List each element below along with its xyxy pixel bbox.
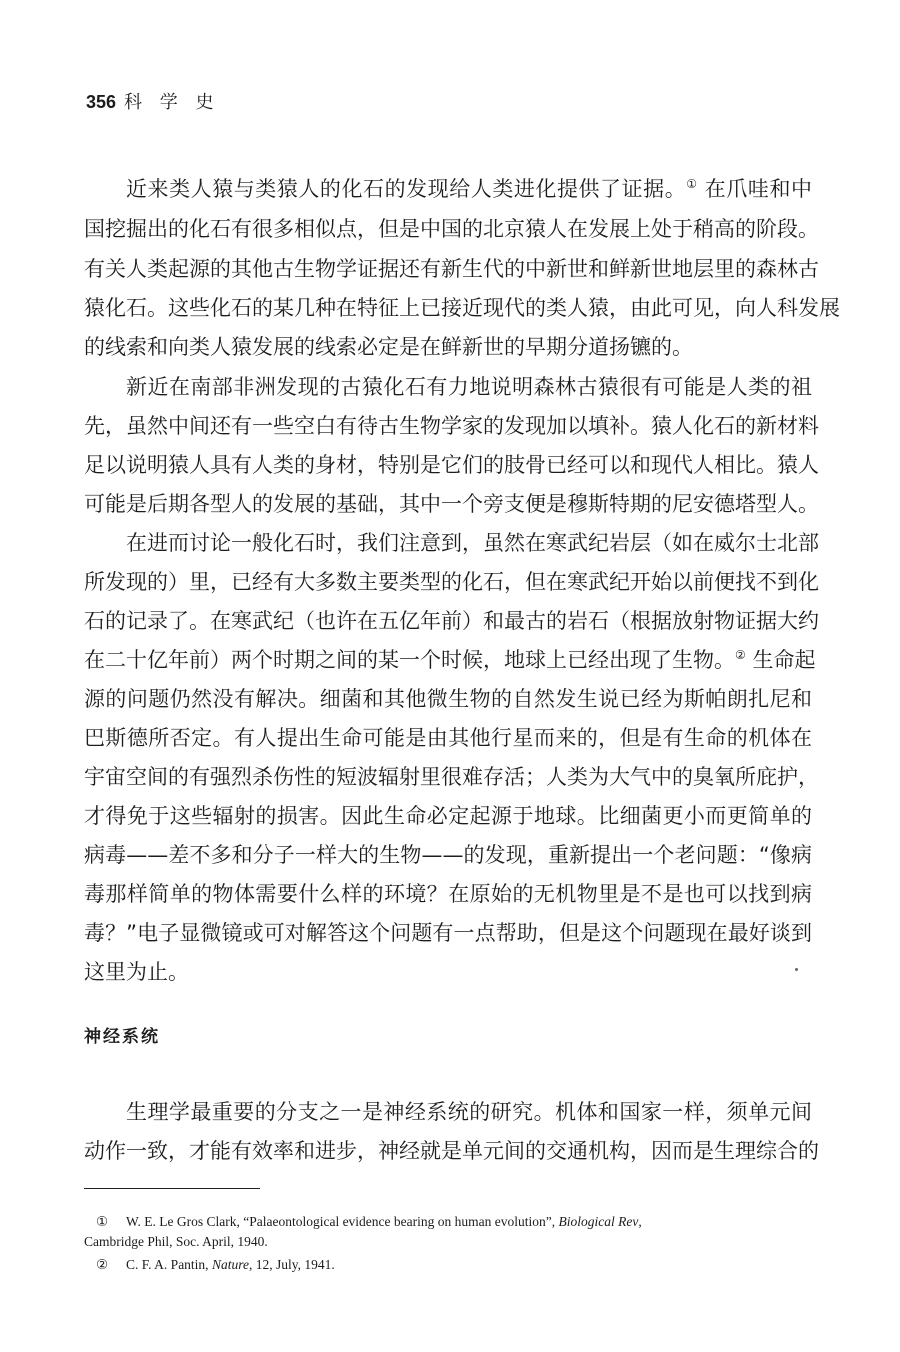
page-number: 356	[86, 92, 117, 112]
paragraph-1-line-4: 猿化石。这些化石的某几种在特征上已接近现代的类人猿，由此可见，向人科发展	[84, 296, 840, 320]
paragraph-2-line-4: 可能是后期各型人的发展的基础，其中一个旁支便是穆斯特期的尼安德塔型人。	[84, 492, 819, 516]
paragraph-3-line-5: 源的问题仍然没有解决。细菌和其他微生物的自然发生说已经为斯帕朗扎尼和	[84, 687, 812, 711]
paragraph-1-line-1: 近来类人猿与类猿人的化石的发现给人类进化提供了证据。① 在爪哇和中	[126, 177, 812, 201]
paragraph-1-line-3: 有关人类起源的其他古生物学证据还有新生代的中新世和鲜新世地层里的森林古	[84, 257, 819, 281]
paragraph-3-line-10: 毒那样简单的物体需要什么样的环境？在原始的无机物里是不是也可以找到病	[84, 882, 812, 906]
journal-title: Biological Rev	[558, 1214, 639, 1229]
running-header	[86, 88, 220, 114]
paragraph-3-line-11: 毒？”电子显微镜或可对解答这个问题有一点帮助，但是这个问题现在最好谈到	[84, 921, 812, 945]
footnote-1: ① W. E. Le Gros Clark, “Palaeontological evidence bearing on human evolution”, Biological Rev, Cambridge Phil, Soc. April, 1940.	[84, 1212, 814, 1252]
paragraph-2-line-1: 新近在南部非洲发现的古猿化石有力地说明森林古猿很有可能是人类的祖	[126, 375, 812, 399]
footnote-ref-1[interactable]: ①	[686, 177, 698, 191]
paragraph-2-line-2: 先，虽然中间还有一些空白有待古生物学家的发现加以填补。猿人化石的新材料	[84, 414, 819, 438]
paragraph-3-line-8: 才得免于这些辐射的损害。因此生命必定起源于地球。比细菌更小而更简单的	[84, 804, 812, 828]
paragraph-1-line-2: 国挖掘出的化石有很多相似点，但是中国的北京猿人在发展上处于稍高的阶段。	[84, 217, 819, 241]
footnote-1-continuation: Cambridge Phil, Soc. April, 1940.	[84, 1234, 268, 1249]
section-paragraph-line-2: 动作一致，才能有效率和进步，神经就是单元间的交通机构，因而是生理综合的	[84, 1139, 819, 1163]
paragraph-1-line-5: 的线索和向类人猿发展的线索必定是在鲜新世的早期分道扬镳的。	[84, 335, 693, 359]
paragraph-3-line-12: 这里为止。	[84, 960, 189, 984]
print-speck	[795, 968, 798, 971]
footnote-ref-2[interactable]: ②	[735, 648, 746, 662]
journal-title: Nature	[211, 1257, 249, 1272]
section-paragraph-line-1: 生理学最重要的分支之一是神经系统的研究。机体和国家一样，须单元间	[126, 1100, 812, 1124]
paragraph-3-line-7: 宇宙空间的有强烈杀伤性的短波辐射里很难存活；人类为大气中的臭氧所庇护，	[84, 765, 819, 789]
section-heading: 神经系统	[84, 1027, 160, 1047]
paragraph-3-line-2: 所发现的）里，已经有大多数主要类型的化石，但在寒武纪开始以前便找不到化	[84, 570, 819, 594]
paragraph-2-line-3: 足以说明猿人具有人类的身材，特别是它们的肢骨已经可以和现代人相比。猿人	[84, 453, 819, 477]
footnote-divider	[84, 1188, 260, 1189]
paragraph-3-line-9: 病毒——差不多和分子一样大的生物——的发现，重新提出一个老问题：“像病	[84, 843, 812, 867]
paragraph-3-line-6: 巴斯德所否定。有人提出生命可能是由其他行星而来的，但是有生命的机体在	[84, 726, 812, 750]
paragraph-3-line-3: 石的记录了。在寒武纪（也许在五亿年前）和最古的岩石（根据放射物证据大约	[84, 609, 819, 633]
footnote-2-marker: ②	[96, 1257, 109, 1272]
paragraph-3-line-4: 在二十亿年前）两个时期之间的某一个时候，地球上已经出现了生物。② 生命起	[84, 648, 816, 672]
footnote-1-marker: ①	[96, 1214, 109, 1229]
book-title: 科 学 史	[124, 92, 220, 113]
footnote-2: ② C. F. A. Pantin, Nature, 12, July, 1941.	[84, 1255, 814, 1275]
paragraph-3-line-1: 在进而讨论一般化石时，我们注意到，虽然在寒武纪岩层（如在威尔士北部	[126, 531, 819, 555]
